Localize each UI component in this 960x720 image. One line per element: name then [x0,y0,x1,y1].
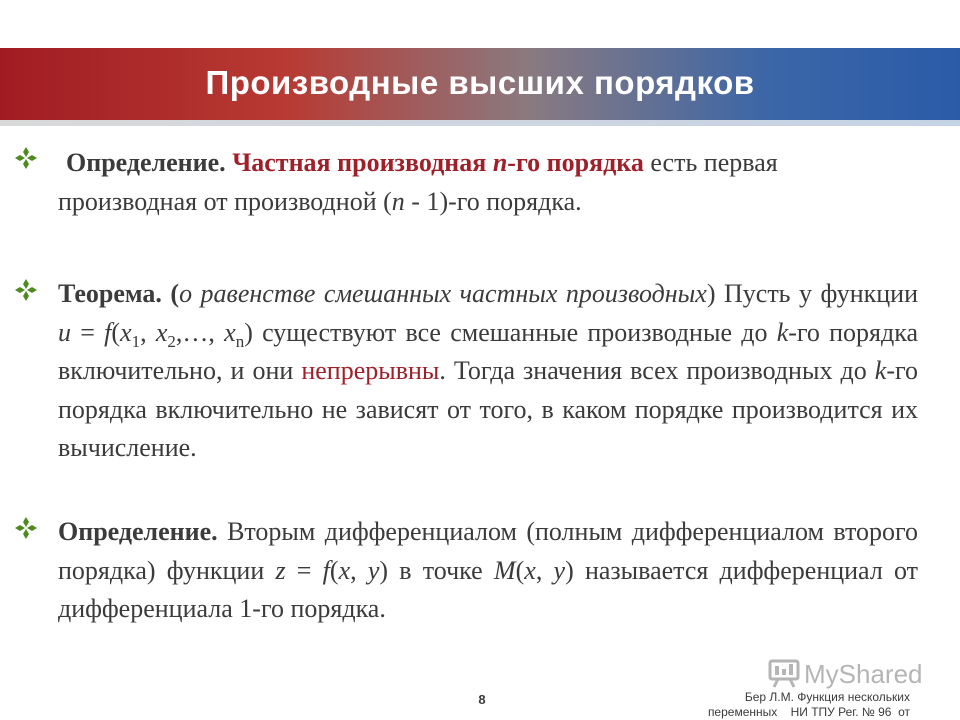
watermark [768,658,928,690]
theorem-label: Теорема. [58,279,162,308]
theorem-paragraph: Теорема. (о равенстве смешанных частных производных) Пусть у функции $u = f(x_1$, $x_2,\dots$, $x_n$) существуют все смешанные производные до k-го порядка включительно, и они непрерывны. Тогда значения всех производных до k-го порядка включительно не зависят от того, в каком порядке производится их вычисление. [58,279,919,462]
definition-paragraph-2: Определение. Вторым дифференциалом (полным дифференциалом второго порядка) функции z = f(x, y) в точке M(x, y) называется дифференциал от дифференциала 1-го порядка. [58,517,919,623]
watermark-text: MyShared [804,658,923,689]
slide-title: Производные высших порядков [205,64,755,101]
definition-label: Определение. [66,148,226,177]
diamond-bullet-icon [14,278,38,302]
definition-label: Определение. [58,517,218,546]
term-partial-derivative: Частная производная n-го порядка [232,148,644,177]
diamond-bullet-icon [14,516,38,540]
footer-credit [640,690,910,720]
footer-line-1: Бер Л.М. Функция нескольких [744,690,910,704]
term-continuous: непрерывны [301,356,440,385]
theorem-note: о равенстве смешанных частных производных [179,279,707,308]
definition-paragraph-1 [58,144,918,221]
page-number: 8 [478,692,486,707]
footer-line-2: переменных НИ ТПУ Рег. № 96 от [707,705,910,719]
definition-text: есть первая производная от производной (n - 1)-го порядка. [58,148,778,216]
diamond-bullet-icon [14,146,38,170]
title-bar [0,48,960,126]
presentation-board-icon [768,659,800,689]
